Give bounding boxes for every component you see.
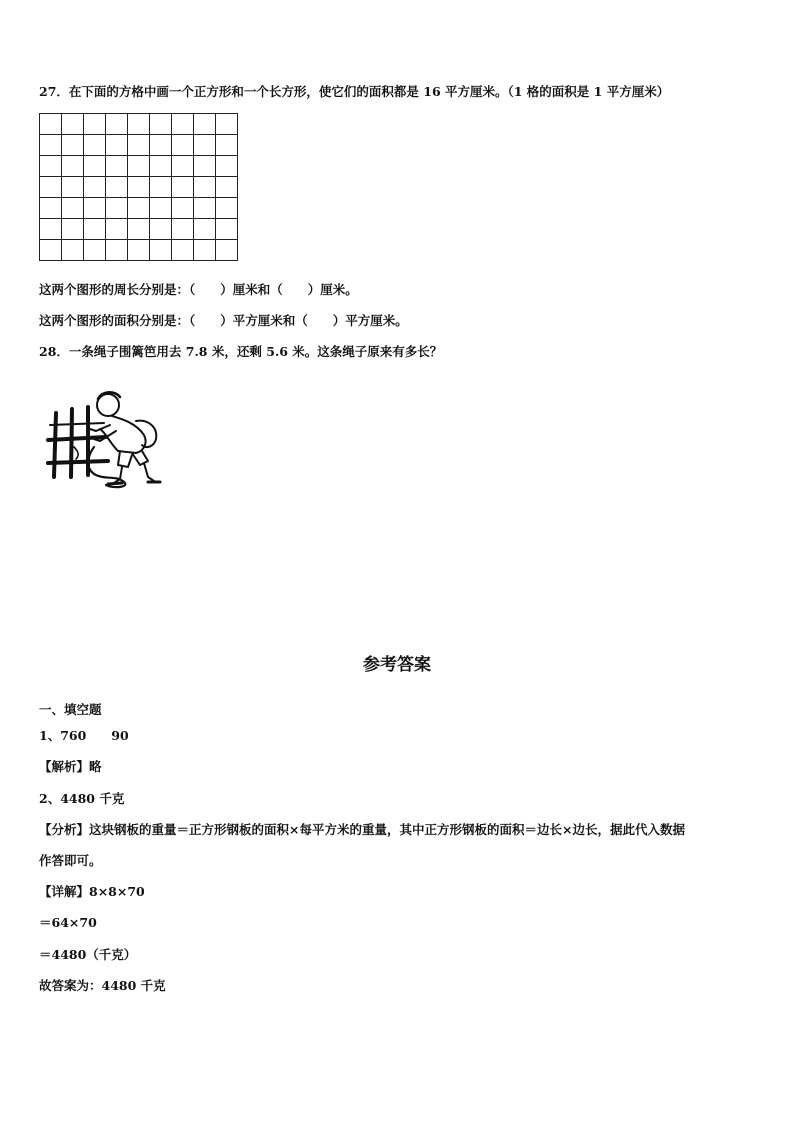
grid-row — [40, 135, 238, 156]
grid-cell[interactable] — [194, 198, 216, 219]
answer-2-detail-1: 【详解】8×8×70 — [39, 884, 145, 899]
grid-cell[interactable] — [172, 177, 194, 198]
answer-1: 1、760 90 — [39, 728, 129, 743]
answer-2-analysis-line-2: 作答即可。 — [39, 853, 102, 868]
boy-fence-illustration — [44, 385, 164, 490]
grid-cell[interactable] — [128, 240, 150, 261]
grid-cell[interactable] — [194, 177, 216, 198]
grid-cell[interactable] — [40, 198, 62, 219]
grid-cell[interactable] — [84, 135, 106, 156]
grid-cell[interactable] — [128, 135, 150, 156]
grid-cell[interactable] — [62, 135, 84, 156]
grid-cell[interactable] — [106, 177, 128, 198]
grid-cell[interactable] — [106, 114, 128, 135]
grid-cell[interactable] — [106, 156, 128, 177]
grid-cell[interactable] — [40, 219, 62, 240]
perimeter-question: 这两个图形的周长分别是：（ ）厘米和（ ）厘米。 — [39, 282, 358, 297]
grid-cell[interactable] — [84, 219, 106, 240]
answer-2: 2、4480 千克 — [39, 791, 125, 806]
grid-cell[interactable] — [128, 219, 150, 240]
section-heading: 一、填空题 — [39, 702, 102, 717]
area-question: 这两个图形的面积分别是：（ ）平方厘米和（ ）平方厘米。 — [39, 313, 408, 328]
grid-cell[interactable] — [172, 156, 194, 177]
grid-cell[interactable] — [150, 135, 172, 156]
grid-cell[interactable] — [84, 114, 106, 135]
grid-cell[interactable] — [194, 219, 216, 240]
grid-cell[interactable] — [40, 135, 62, 156]
grid-cell[interactable] — [62, 114, 84, 135]
grid-cell[interactable] — [216, 156, 238, 177]
grid-cell[interactable] — [84, 198, 106, 219]
grid-cell[interactable] — [216, 177, 238, 198]
grid-cell[interactable] — [40, 177, 62, 198]
grid-cell[interactable] — [172, 219, 194, 240]
grid-cell[interactable] — [216, 240, 238, 261]
grid-cell[interactable] — [106, 219, 128, 240]
grid-cell[interactable] — [106, 135, 128, 156]
grid-cell[interactable] — [128, 198, 150, 219]
grid-cell[interactable] — [40, 156, 62, 177]
grid-cell[interactable] — [194, 135, 216, 156]
grid-cell[interactable] — [216, 198, 238, 219]
grid-cell[interactable] — [194, 156, 216, 177]
grid-cell[interactable] — [62, 219, 84, 240]
grid-cell[interactable] — [40, 114, 62, 135]
grid-cell[interactable] — [150, 177, 172, 198]
grid-cell[interactable] — [150, 240, 172, 261]
grid-cell[interactable] — [128, 114, 150, 135]
grid-cell[interactable] — [172, 198, 194, 219]
grid-cell[interactable] — [62, 177, 84, 198]
grid-cell[interactable] — [172, 135, 194, 156]
question-28-prompt: 28．一条绳子围篱笆用去 7.8 米，还剩 5.6 米。这条绳子原来有多长？ — [39, 344, 443, 359]
answer-2-detail-3: ＝4480（千克） — [39, 947, 137, 962]
answers-title: 参考答案 — [363, 655, 431, 675]
grid-cell[interactable] — [150, 156, 172, 177]
grid-cell[interactable] — [216, 114, 238, 135]
grid-cell[interactable] — [106, 240, 128, 261]
grid-cell[interactable] — [84, 156, 106, 177]
grid-cell[interactable] — [62, 240, 84, 261]
grid-cell[interactable] — [62, 156, 84, 177]
grid-cell[interactable] — [128, 156, 150, 177]
grid-row — [40, 156, 238, 177]
answer-2-detail-2: ＝64×70 — [39, 915, 97, 930]
grid-cell[interactable] — [172, 114, 194, 135]
drawing-grid[interactable] — [39, 113, 238, 261]
grid-cell[interactable] — [150, 198, 172, 219]
question-27-prompt: 27．在下面的方格中画一个正方形和一个长方形，使它们的面积都是 16 平方厘米。（1 格的面积是 1 平方厘米） — [39, 84, 670, 99]
grid-cell[interactable] — [84, 240, 106, 261]
grid-row — [40, 114, 238, 135]
answer-1-analysis: 【解析】略 — [39, 759, 102, 774]
grid-cell[interactable] — [216, 219, 238, 240]
answer-2-analysis-line-1: 【分析】这块钢板的重量＝正方形钢板的面积×每平方米的重量，其中正方形钢板的面积＝边长×边长，据此代入数据 — [39, 822, 685, 837]
grid-cell[interactable] — [216, 135, 238, 156]
grid-cell[interactable] — [150, 219, 172, 240]
grid-cell[interactable] — [172, 240, 194, 261]
grid-cell[interactable] — [84, 177, 106, 198]
grid-cell[interactable] — [106, 198, 128, 219]
grid-row — [40, 177, 238, 198]
answer-2-final: 故答案为：4480 千克 — [39, 978, 166, 993]
grid-cell[interactable] — [194, 240, 216, 261]
grid-cell[interactable] — [150, 114, 172, 135]
grid-row — [40, 240, 238, 261]
grid-row — [40, 219, 238, 240]
grid-cell[interactable] — [40, 240, 62, 261]
grid-cell[interactable] — [128, 177, 150, 198]
grid-cell[interactable] — [194, 114, 216, 135]
grid-cell[interactable] — [62, 198, 84, 219]
grid-row — [40, 198, 238, 219]
